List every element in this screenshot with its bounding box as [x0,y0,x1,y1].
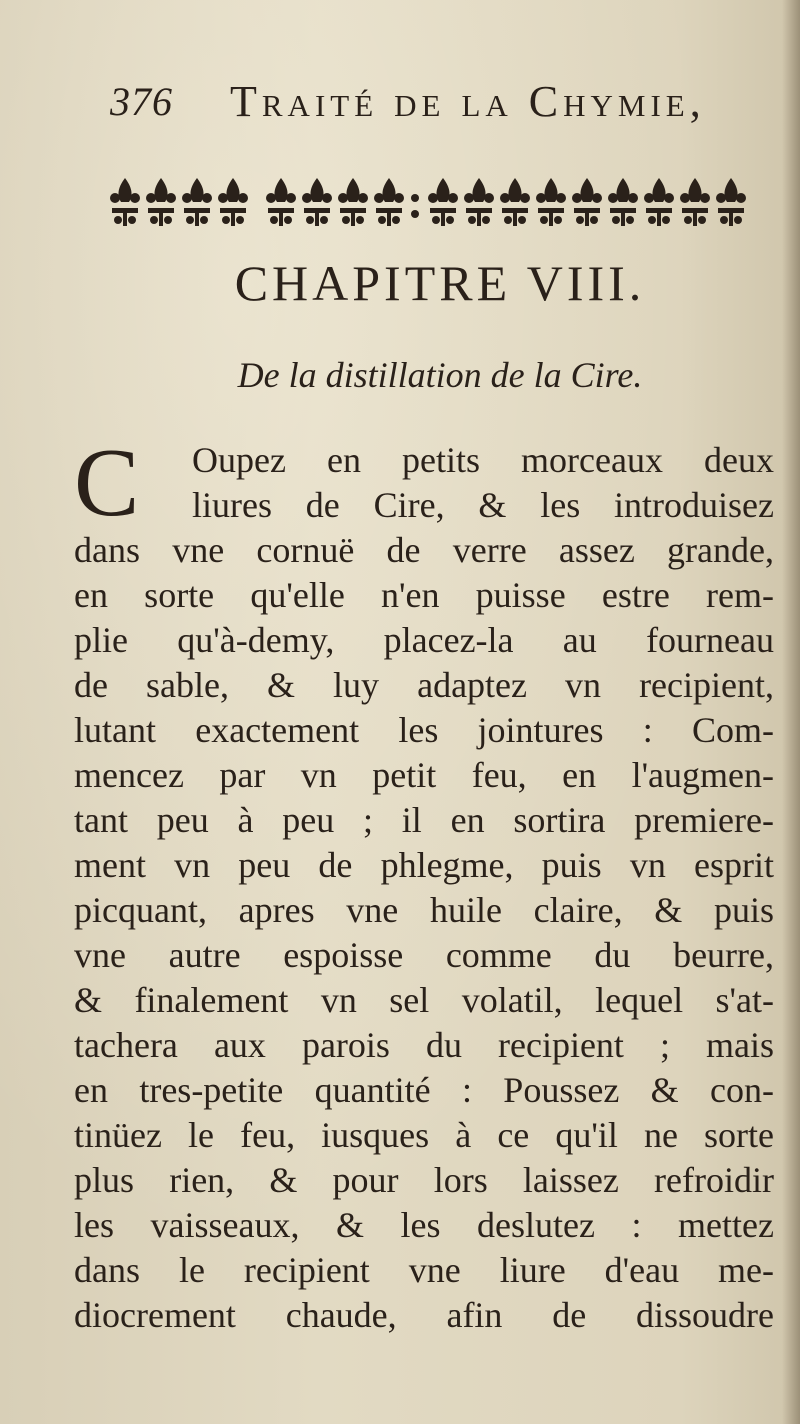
drop-cap: C [74,429,140,537]
text-line: plie qu'à-demy, placez-la au fourneau [74,620,774,660]
text-line: de sable, & luy adaptez vn recipient, [74,665,774,705]
text-line: lutant exactement les jointures : Com- [74,710,774,750]
text-line: dans vne cornuë de verre assez grande, [74,530,774,570]
text-line: les vaisseaux, & les deslutez : mettez [74,1205,774,1245]
text-line: tinüez le feu, iusques à ce qu'il ne sorte [74,1115,774,1155]
text-line: tant peu à peu ; il en sortira premiere- [74,800,774,840]
text-line: diocrement chaude, afin de dissoudre [74,1295,774,1335]
text-line: dans le recipient vne liure d'eau me- [74,1250,774,1290]
page-header [110,72,750,132]
body-text [74,429,774,1338]
text-line: tachera aux parois du recipient ; mais [74,1025,774,1065]
text-line: plus rien, & pour lors laissez refroidir [74,1160,774,1200]
running-title: Traité de la Chymie, [230,77,706,126]
text-line: ment vn peu de phlegme, puis vn esprit [74,845,774,885]
text-line: & finalement vn sel volatil, lequel s'at- [74,980,774,1020]
page-number: 376 [110,79,173,124]
text-line: vne autre espoisse comme du beurre, [74,935,774,975]
text-line: liures de Cire, & les introduisez [192,485,774,525]
fleuron-border-icon [108,172,758,232]
section-title: De la distillation de la Cire. [237,355,643,395]
text-line: picquant, apres vne huile claire, & puis [74,890,774,930]
text-line: en tres-petite quantité : Poussez & con- [74,1070,774,1110]
text-line: Oupez en petits morceaux deux [192,440,774,480]
chapter-title: CHAPITRE VIII. [234,255,646,311]
text-line: en sorte qu'elle n'en puisse estre rem- [74,575,774,615]
text-line: mencez par vn petit feu, en l'augmen- [74,755,774,795]
page-edge-shadow [782,0,800,1424]
